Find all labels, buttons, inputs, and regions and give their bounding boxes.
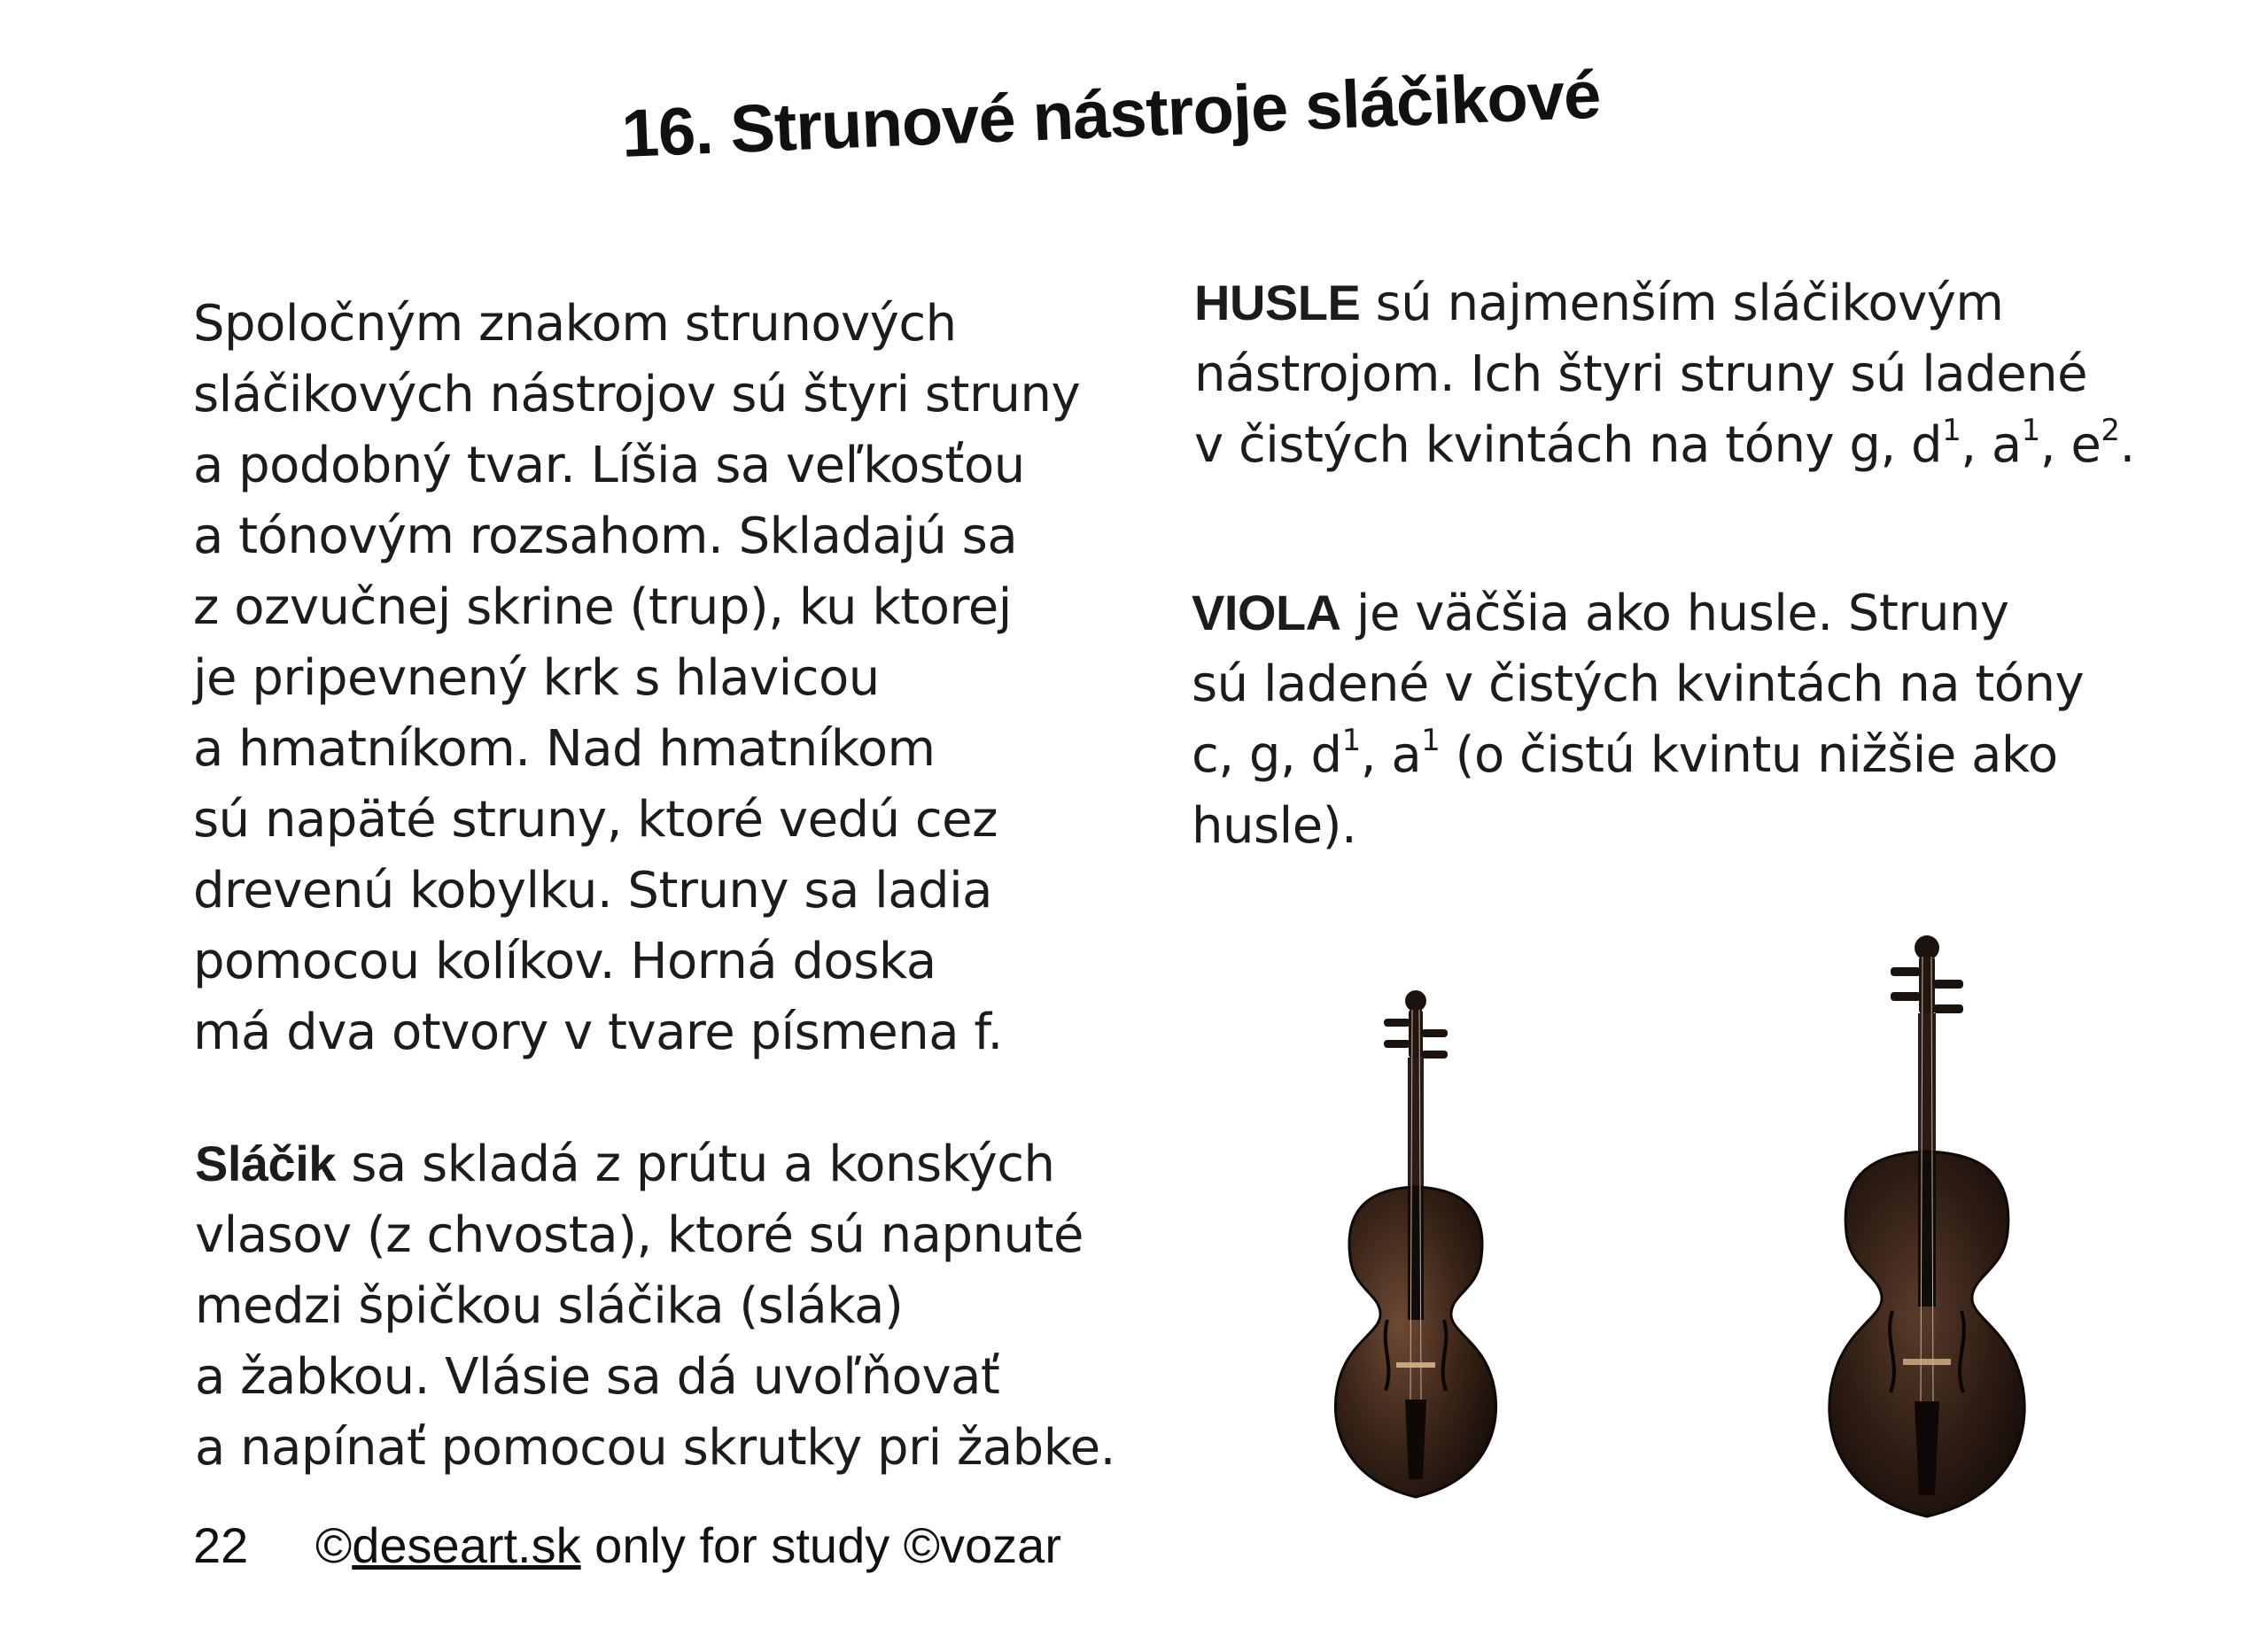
bow-line: a žabkou. Vlásie sa dá uvoľňovať (195, 1348, 1000, 1406)
intro-line: z ozvučnej skrine (trup), ku ktorej (193, 578, 1012, 636)
intro-line: sú napäté struny, ktoré vedú cez (193, 791, 998, 849)
bow-line: medzi špičkou sláčika (sláka) (195, 1277, 904, 1335)
viola-image (1798, 932, 2055, 1534)
page-title: 16. Strunové nástroje sláčikové (620, 57, 1602, 172)
bow-paragraph (195, 1128, 1115, 1484)
viola-line: husle). (1192, 797, 1357, 855)
footer-note: only for study ©vozar (580, 1517, 1061, 1573)
superscript: 1 (1421, 723, 1441, 758)
violin-line (1194, 268, 2135, 339)
copyright-symbol: © (315, 1517, 353, 1573)
separator: , a (1360, 726, 1422, 784)
footer (193, 1516, 1061, 1574)
viola-paragraph (1192, 578, 2084, 862)
viola-tuning-tail: (o čistú kvintu nižšie ako (1440, 726, 2058, 784)
intro-line: a hmatníkom. Nad hmatníkom (193, 720, 936, 778)
violin-line-text: sú najmenším sláčikovým (1360, 275, 2004, 332)
intro-line: je pripevnený krk s hlavicou (193, 649, 880, 707)
line-end: . (2119, 416, 2135, 474)
violin-tuning-line (1194, 410, 2135, 481)
bow-term: Sláčik (195, 1136, 336, 1191)
violin-image (1309, 983, 1522, 1515)
bow-line: vlasov (z chvosta), ktoré sú napnuté (195, 1206, 1084, 1264)
violin-paragraph (1194, 268, 2135, 481)
viola-line-text: je väčšia ako husle. Struny (1340, 585, 2009, 642)
intro-line: Spoločným znakom strunových (193, 295, 957, 353)
bow-line-text: sa skladá z prútu a konských (335, 1136, 1055, 1193)
intro-line: sláčikových nástrojov sú štyri struny (193, 366, 1081, 423)
intro-line: pomocou kolíkov. Horná doska (193, 933, 936, 990)
viola-line: sú ladené v čistých kvintách na tóny (1192, 655, 2085, 713)
superscript: 2 (2101, 413, 2120, 448)
superscript: 1 (1942, 413, 1961, 448)
source-link[interactable]: deseart.sk (352, 1517, 581, 1573)
intro-paragraph (193, 289, 1080, 1068)
separator: , a (1961, 416, 2022, 474)
separator: , e (2039, 416, 2101, 474)
superscript: 1 (1341, 723, 1361, 758)
bow-line (195, 1128, 1115, 1200)
intro-line: má dva otvory v tvare písmena f. (193, 1004, 1003, 1061)
bow-line: a napínať pomocou skrutky pri žabke. (195, 1419, 1115, 1477)
violin-line: nástrojom. Ich štyri struny sú ladené (1194, 345, 2088, 403)
intro-line: a tónovým rozsahom. Skladajú sa (193, 508, 1018, 565)
viola-line (1192, 578, 2084, 649)
viola-tuning-line (1192, 720, 2084, 791)
viola-term: VIOLA (1192, 585, 1341, 640)
superscript: 1 (2021, 413, 2040, 448)
page-number: 22 (193, 1517, 249, 1573)
violin-term: HUSLE (1194, 275, 1361, 330)
intro-line: drevenú kobylku. Struny sa ladia (193, 862, 992, 919)
intro-line: a podobný tvar. Líšia sa veľkosťou (193, 437, 1025, 494)
violin-tuning-text: v čistých kvintách na tóny g, d (1194, 416, 1943, 474)
viola-tuning-text: c, g, d (1192, 726, 1342, 784)
